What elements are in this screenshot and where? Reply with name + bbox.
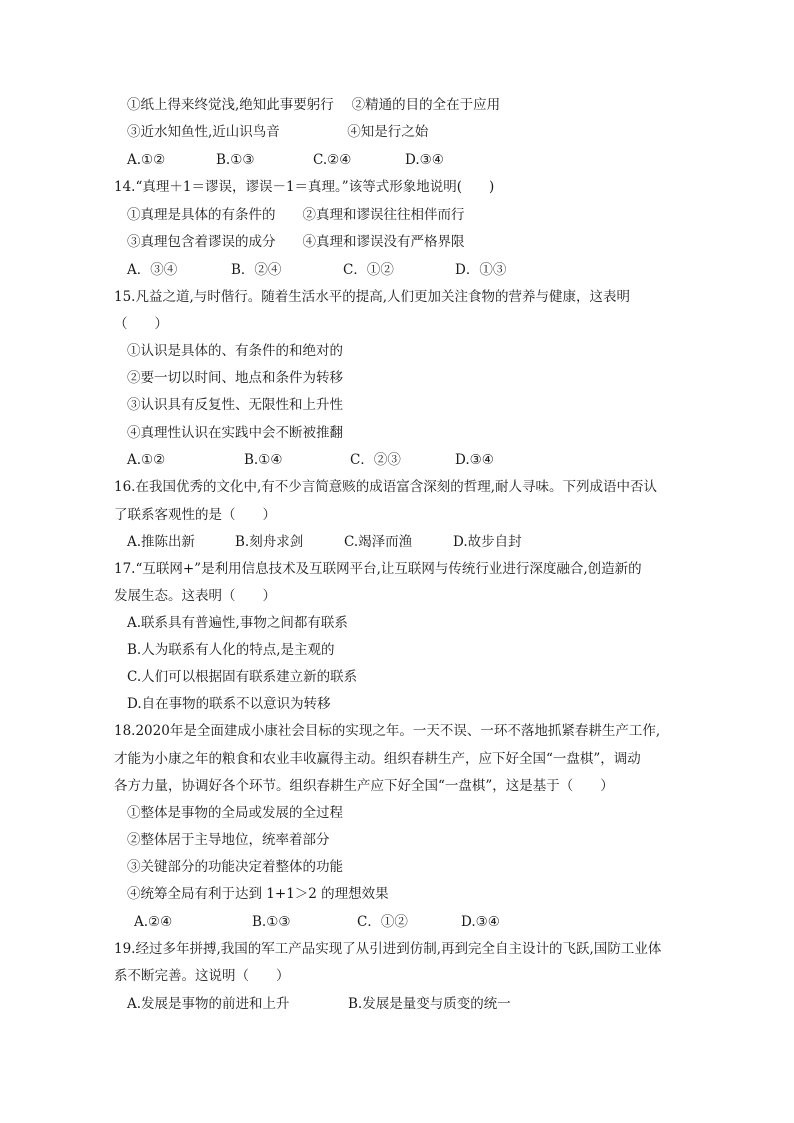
q18-choice-d: D.③④ xyxy=(461,914,500,930)
q18-stem-line-1: 18.2020年是全面建成小康社会目标的实现之年。一天不误、一环不落地抓紧春耕生产工作, xyxy=(114,723,661,739)
q17-option-d: D.自在事物的联系不以意识为转移 xyxy=(127,696,331,712)
q17-option-b: B.人为联系有人化的特点,是主观的 xyxy=(127,642,335,658)
q16-choice-b: B.刻舟求剑 xyxy=(235,534,304,550)
q16-choice-c: C.竭泽而渔 xyxy=(344,534,413,550)
q13-choice-b: B.①③ xyxy=(216,152,255,168)
q14-options-line-2: ③真理包含着谬误的成分 ④真理和谬误没有严格界限 xyxy=(127,234,465,250)
q13-choice-c: C.②④ xyxy=(313,152,352,168)
q14-choice-a: A．③④ xyxy=(127,262,178,278)
q18-choice-b: B.①③ xyxy=(252,914,291,930)
q19-stem-line-2: 系不断完善。这说明（ ） xyxy=(114,968,290,984)
q18-stem-line-3: 各方力量，协调好各个环节。组织春耕生产应下好全国“一盘棋”，这是基于（ ） xyxy=(114,778,614,794)
q14-choice-d: D．①③ xyxy=(455,262,507,278)
q17-stem-line-2: 发展生态。这表明（ ） xyxy=(114,588,276,604)
q15-option-3: ③认识具有反复性、无限性和上升性 xyxy=(127,397,343,413)
q19-stem-line-1: 19.经过多年拼搏,我国的军工产品实现了从引进到仿制,再到完全自主设计的飞跃,国防工业体 xyxy=(114,941,662,957)
q14-choice-c: C．①② xyxy=(343,262,394,278)
q18-stem-line-2: 才能为小康之年的粮食和农业丰收赢得主动。组织春耕生产，应下好全国“一盘棋”，调动 xyxy=(114,751,641,767)
q16-choice-d: D.故步自封 xyxy=(453,534,522,550)
q13-options-line-1: ①纸上得来终觉浅,绝知此事要躬行 ②精通的目的全在于应用 xyxy=(127,97,501,113)
q14-stem: 14.“真理＋1＝谬误，谬误－1＝真理。”该等式形象地说明( ) xyxy=(114,179,495,195)
q18-option-4: ④统筹全局有利于达到 1+1＞2 的理想效果 xyxy=(127,886,389,902)
q15-stem-line-1: 15.凡益之道,与时偕行。随着生活水平的提高,人们更加关注食物的营养与健康，这表明 xyxy=(114,289,631,305)
q17-option-c: C.人们可以根据固有联系建立新的联系 xyxy=(127,669,358,685)
q13-choice-d: D.③④ xyxy=(405,152,444,168)
q14-choice-b: B．②④ xyxy=(231,262,282,278)
q18-option-3: ③关键部分的功能决定着整体的功能 xyxy=(127,859,343,875)
q18-option-1: ①整体是事物的全局或发展的全过程 xyxy=(127,805,343,821)
q15-choice-b: B.①④ xyxy=(244,452,283,468)
q19-choice-b: B.发展是量变与质变的统一 xyxy=(348,996,511,1012)
q17-option-a: A.联系具有普遍性,事物之间都有联系 xyxy=(127,615,348,631)
q16-stem-line-2: 了联系客观性的是（ ） xyxy=(114,507,276,523)
q13-options-line-2: ③近水知鱼性,近山识鸟音 ④知是行之始 xyxy=(127,124,429,140)
q15-stem-line-2: （ ） xyxy=(114,316,168,332)
q18-choice-c: C．①② xyxy=(357,914,408,930)
q15-choice-d: D.③④ xyxy=(455,452,494,468)
q15-option-2: ②要一切以时间、地点和条件为转移 xyxy=(127,370,343,386)
q13-choice-a: A.①② xyxy=(127,152,166,168)
q19-choice-a: A.发展是事物的前进和上升 xyxy=(127,996,290,1012)
q15-choice-a: A.①② xyxy=(127,452,166,468)
q18-option-2: ②整体居于主导地位，统率着部分 xyxy=(127,832,330,848)
q15-option-1: ①认识是具体的、有条件的和绝对的 xyxy=(127,343,343,359)
q16-stem-line-1: 16.在我国优秀的文化中,有不少言简意赅的成语富含深刻的哲理,耐人寻味。下列成语中否认 xyxy=(114,479,658,495)
q15-option-4: ④真理性认识在实践中会不断被推翻 xyxy=(127,425,343,441)
q17-stem-line-1: 17.“互联网+”是利用信息技术及互联网平台,让互联网与传统行业进行深度融合,创造新的 xyxy=(114,561,642,577)
q18-choice-a: A.②④ xyxy=(134,914,173,930)
q15-choice-c: C．②③ xyxy=(350,452,401,468)
q14-options-line-1: ①真理是具体的有条件的 ②真理和谬误往往相伴而行 xyxy=(127,207,465,223)
q16-choice-a: A.推陈出新 xyxy=(127,534,196,550)
